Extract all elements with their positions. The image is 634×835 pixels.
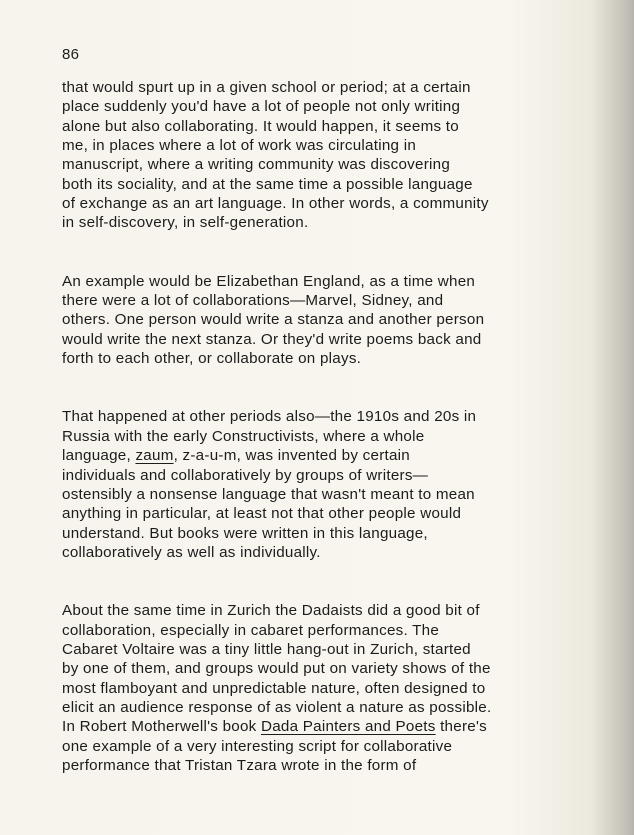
text-line bbox=[62, 717, 582, 736]
text-line: Cabaret Voltaire was a tiny little hang-out in Zurich, started bbox=[62, 640, 471, 658]
text-line: ostensibly a nonsense language that wasn't meant to mean bbox=[62, 485, 475, 503]
text-line: performance that Tristan Tzara wrote in the form of bbox=[62, 756, 417, 774]
text-line: An example would be Elizabethan England, as a time when bbox=[62, 272, 476, 290]
text-line: elicit an audience response of as violent a nature as possible. bbox=[62, 698, 492, 716]
paragraph-2 bbox=[62, 272, 582, 369]
text-line: Russia with the early Constructivists, where a whole bbox=[62, 427, 425, 445]
text-line: anything in particular, at least not that other people would bbox=[62, 505, 462, 523]
paragraph-1 bbox=[62, 78, 582, 233]
text-line: About the same time in Zurich the Dadaists did a good bit of bbox=[62, 602, 480, 620]
text-fragment: , z-a-u-m, was invented by certain bbox=[173, 447, 410, 465]
text-line: most flamboyant and unpredictable nature, often designed to bbox=[62, 679, 486, 697]
text-line: in self-discovery, in self-generation. bbox=[62, 214, 309, 232]
underlined-term-zaum: zaum bbox=[135, 447, 174, 465]
text-line: That happened at other periods also—the 1910s and 20s in bbox=[62, 408, 477, 426]
paragraph-3 bbox=[62, 407, 582, 562]
text-line: one example of a very interesting script for collaborative bbox=[62, 737, 453, 755]
text-line: me, in places where a lot of work was circulating in bbox=[62, 137, 417, 155]
paragraph-4 bbox=[62, 601, 582, 775]
text-fragment: In Robert Motherwell's book bbox=[62, 718, 261, 736]
underlined-book-title: Dada Painters and Poets bbox=[261, 718, 436, 736]
text-line: understand. But books were written in this language, bbox=[62, 524, 428, 542]
text-line: place suddenly you'd have a lot of people not only writing bbox=[62, 98, 461, 116]
text-line: that would spurt up in a given school or period; at a certain bbox=[62, 79, 471, 96]
text-line bbox=[62, 446, 582, 465]
text-line: collaboratively as well as individually. bbox=[62, 543, 321, 561]
paragraph-gap bbox=[62, 562, 582, 601]
text-line: forth to each other, or collaborate on plays. bbox=[62, 350, 362, 368]
text-line: by one of them, and groups would put on variety shows of the bbox=[62, 660, 491, 678]
text-line: of exchange as an art language. In other words, a community bbox=[62, 195, 489, 213]
text-fragment: language, bbox=[62, 447, 136, 465]
text-fragment: there's bbox=[435, 718, 487, 736]
text-line: manuscript, where a writing community was discovering bbox=[62, 156, 451, 174]
text-line: alone but also collaborating. It would happen, it seems to bbox=[62, 117, 459, 135]
paragraph-gap bbox=[62, 368, 582, 407]
body-text bbox=[62, 78, 582, 775]
text-line: both its sociality, and at the same time a possible language bbox=[62, 175, 473, 193]
page-number: 86 bbox=[62, 46, 80, 63]
paragraph-gap bbox=[62, 233, 582, 272]
text-line: others. One person would write a stanza and another person bbox=[62, 311, 485, 329]
text-line: individuals and collaboratively by groups of writers— bbox=[62, 466, 429, 484]
text-line: would write the next stanza. Or they'd write poems back and bbox=[62, 330, 482, 348]
text-line: there were a lot of collaborations—Marvel, Sidney, and bbox=[62, 292, 444, 310]
text-line: collaboration, especially in cabaret performances. The bbox=[62, 621, 440, 639]
